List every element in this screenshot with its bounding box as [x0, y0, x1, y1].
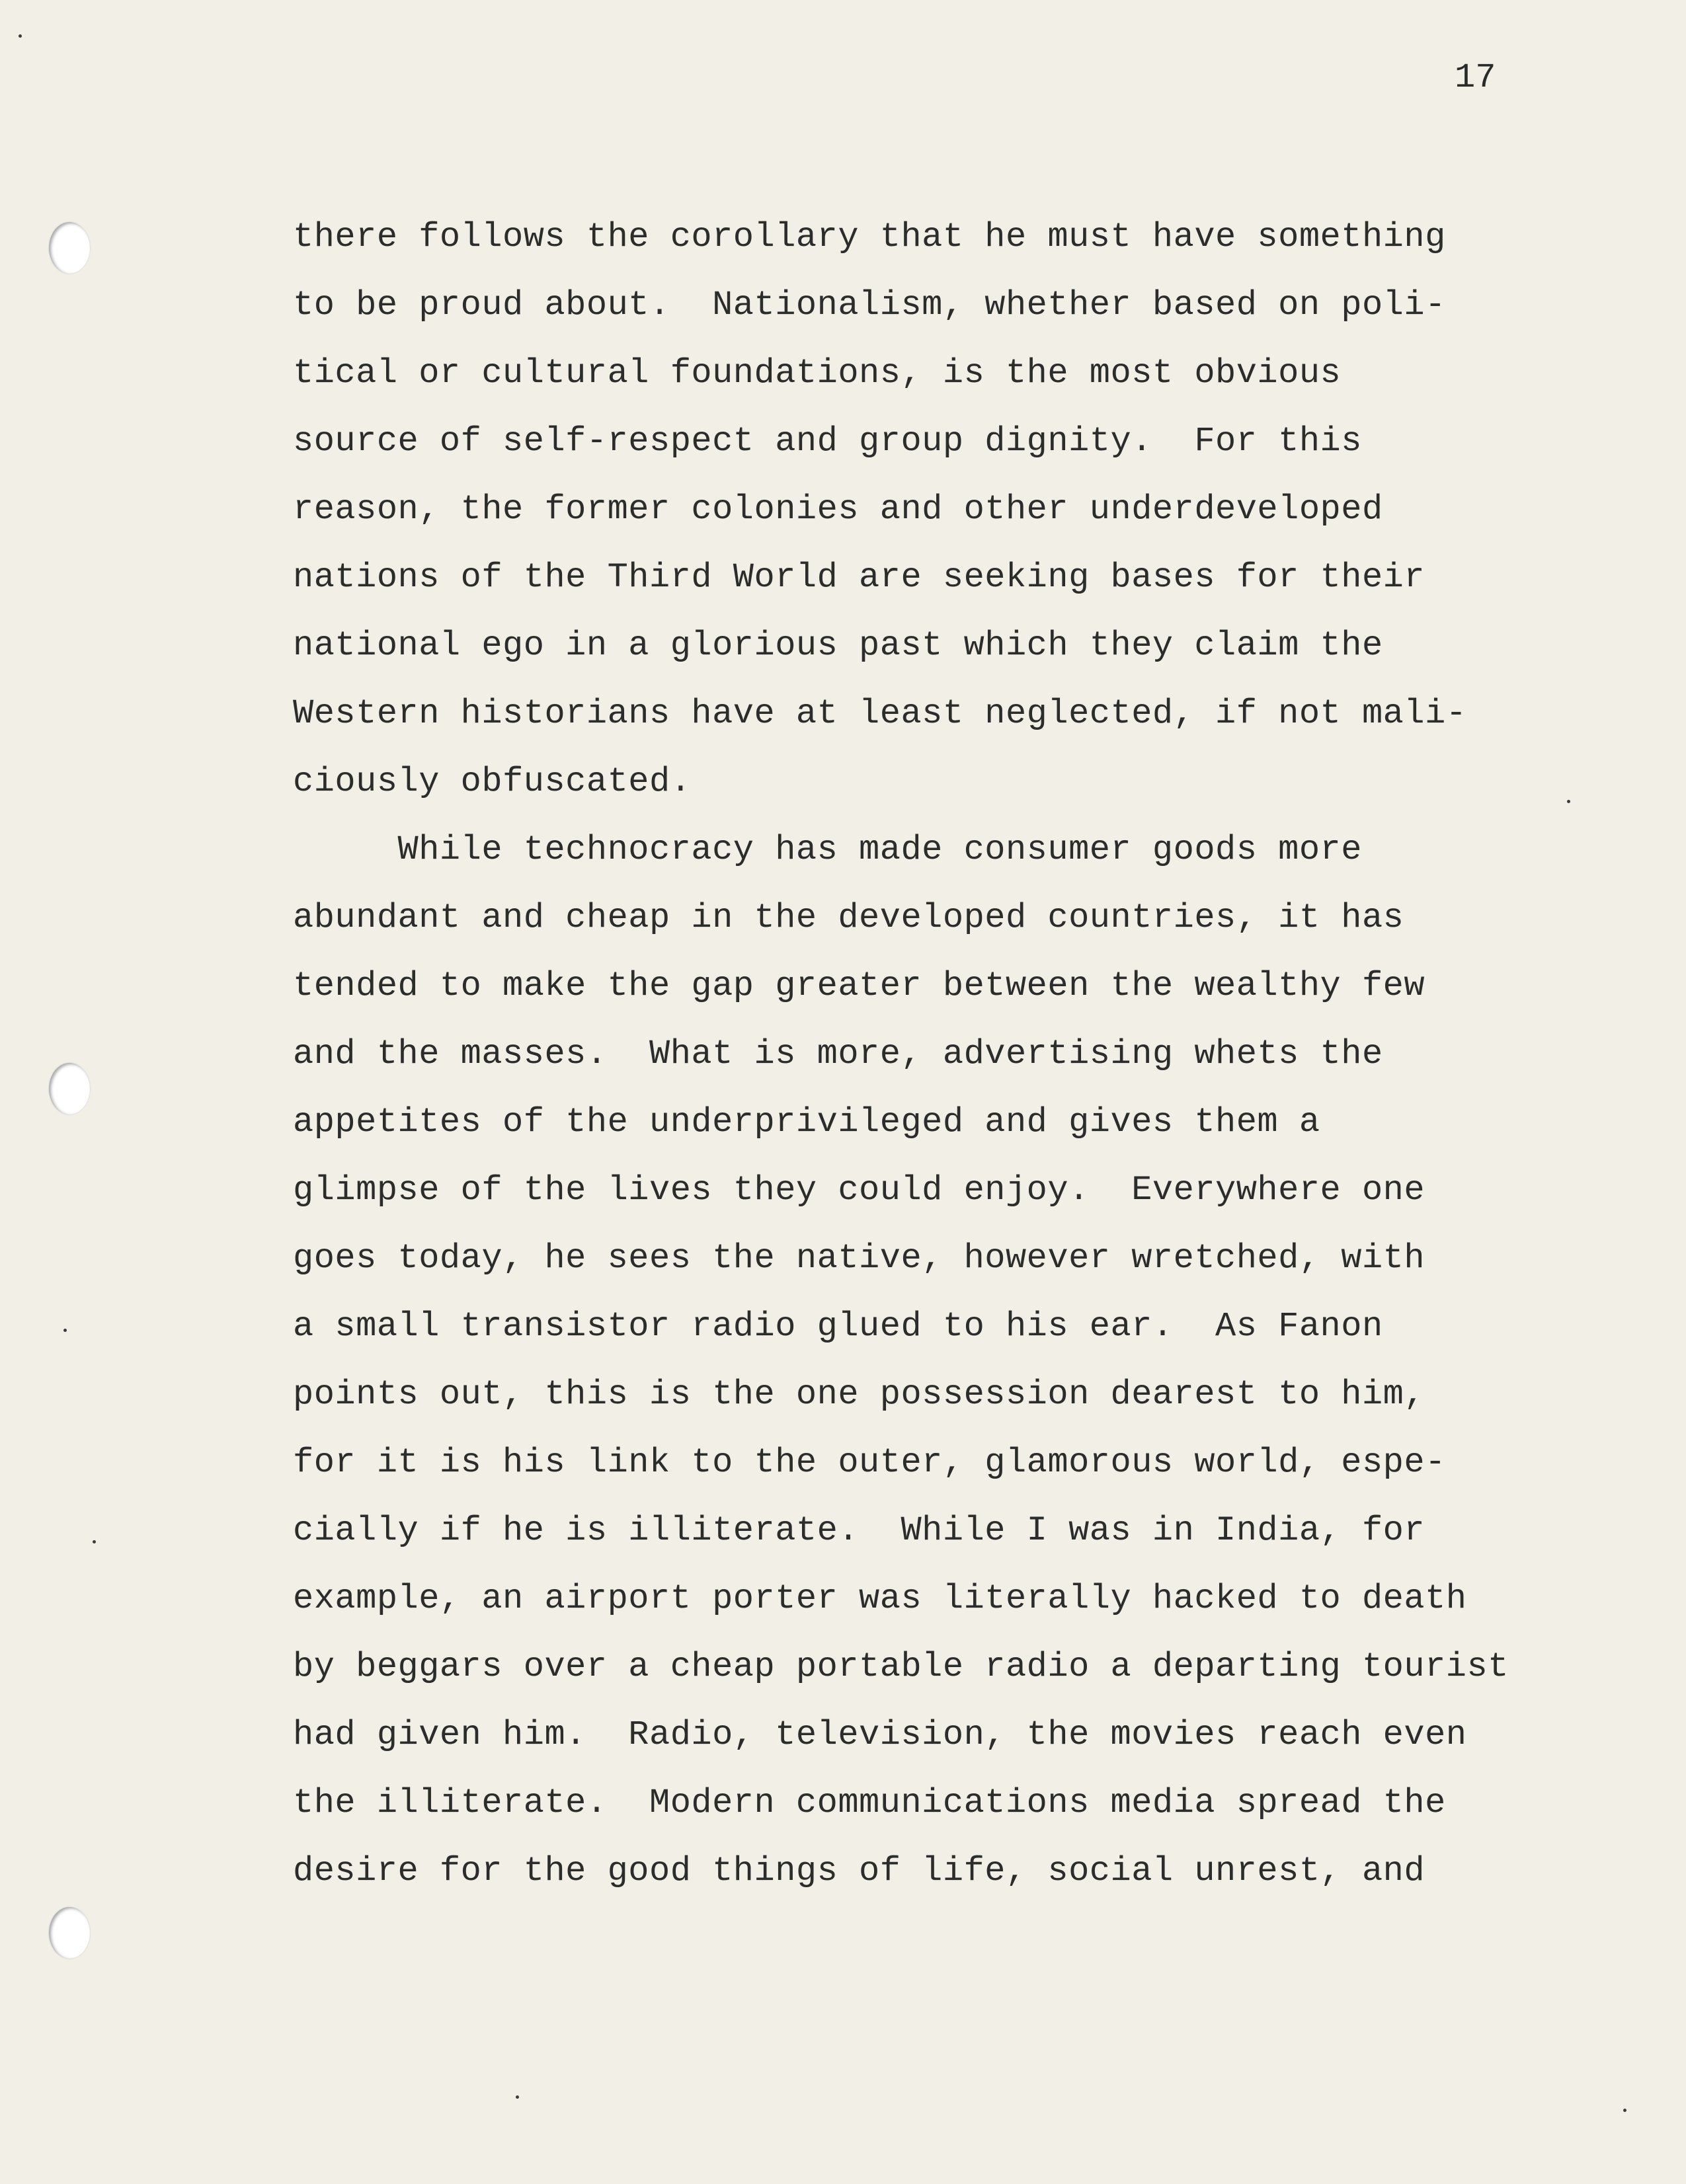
text-line: nations of the Third World are seeking bases for their	[293, 558, 1425, 597]
text-line: While technocracy has made consumer goods more	[293, 830, 1362, 869]
text-line: the illiterate. Modern communications media spread the	[293, 1783, 1446, 1822]
binder-hole-bottom	[49, 1907, 90, 1959]
text-line: for it is his link to the outer, glamorous world, espe-	[293, 1443, 1446, 1482]
paper-speck	[93, 1540, 96, 1543]
text-line: reason, the former colonies and other underdeveloped	[293, 490, 1383, 529]
text-line: desire for the good things of life, social unrest, and	[293, 1852, 1425, 1891]
paper-speck	[516, 2095, 519, 2099]
text-line: abundant and cheap in the developed countries, it has	[293, 898, 1404, 937]
binder-hole-top	[49, 222, 90, 274]
text-line: by beggars over a cheap portable radio a departing tourist	[293, 1647, 1509, 1686]
paper-speck	[1567, 800, 1570, 803]
page-number: 17	[1455, 58, 1496, 97]
text-line: there follows the corollary that he must have something	[293, 217, 1446, 256]
binder-hole-middle	[49, 1063, 90, 1114]
text-line: and the masses. What is more, advertising whets the	[293, 1034, 1383, 1073]
text-line: cially if he is illiterate. While I was in India, for	[293, 1511, 1425, 1550]
text-line: example, an airport porter was literally hacked to death	[293, 1579, 1467, 1618]
text-line: to be proud about. Nationalism, whether based on poli-	[293, 286, 1446, 325]
text-line: a small transistor radio glued to his ear. As Fanon	[293, 1307, 1383, 1346]
text-line: glimpse of the lives they could enjoy. Everywhere one	[293, 1171, 1425, 1210]
paper-speck	[1623, 2109, 1626, 2112]
text-line: source of self-respect and group dignity. For this	[293, 422, 1362, 461]
text-line: ciously obfuscated.	[293, 762, 692, 801]
paper-speck	[63, 1329, 67, 1332]
text-line: goes today, he sees the native, however wretched, with	[293, 1239, 1425, 1278]
text-line: tended to make the gap greater between the wealthy few	[293, 966, 1425, 1005]
text-line: points out, this is the one possession dearest to him,	[293, 1375, 1425, 1414]
text-line: appetites of the underprivileged and gives them a	[293, 1103, 1320, 1142]
text-line: had given him. Radio, television, the movies reach even	[293, 1715, 1467, 1754]
paper-speck	[19, 34, 22, 38]
text-line: tical or cultural foundations, is the most obvious	[293, 354, 1342, 393]
text-line: Western historians have at least neglected, if not mali-	[293, 694, 1467, 733]
text-line: national ego in a glorious past which they claim the	[293, 626, 1383, 665]
